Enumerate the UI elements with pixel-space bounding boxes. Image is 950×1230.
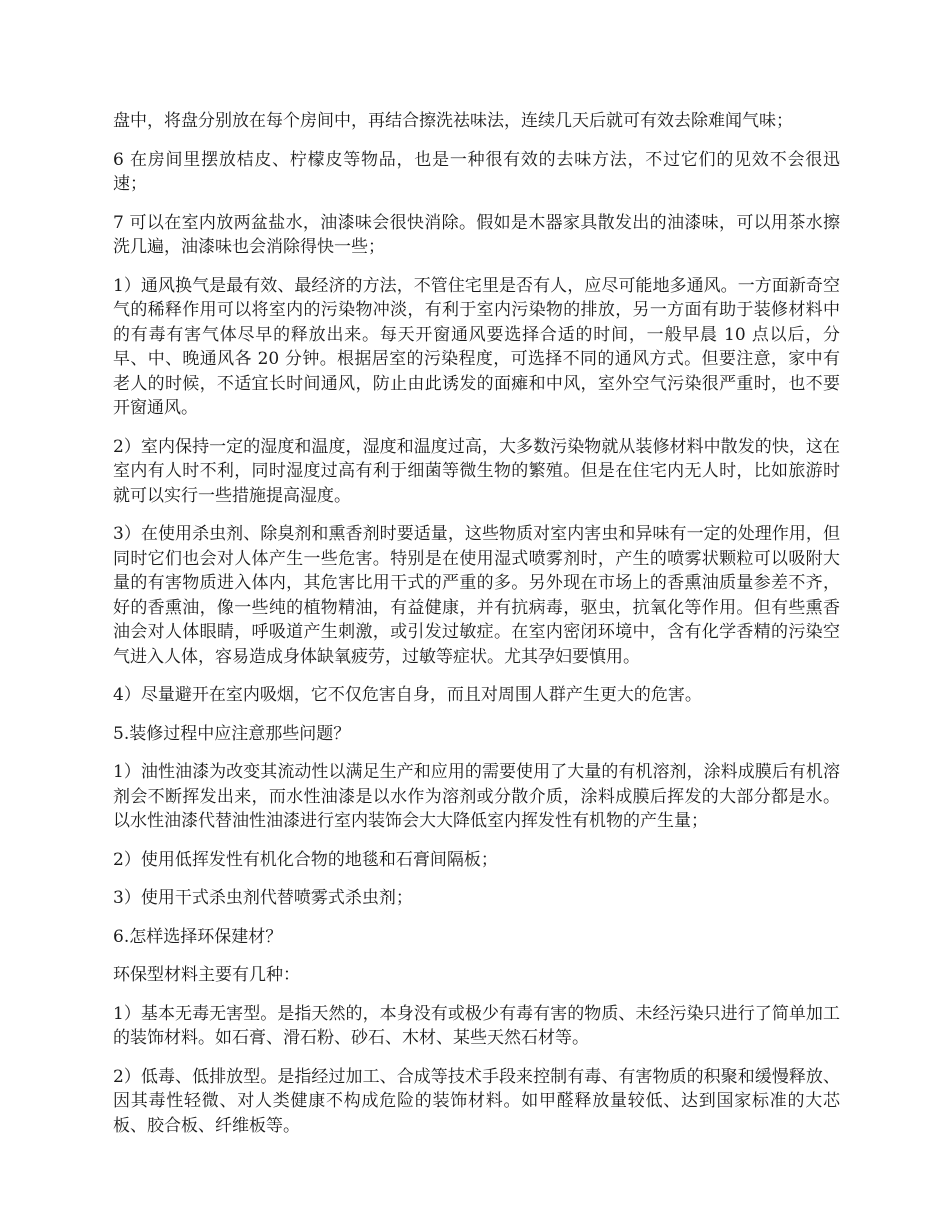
paragraph-insecticide: 3）在使用杀虫剂、除臭剂和熏香剂时要适量，这些物质对室内害虫和异味有一定的处理作用，但同时它们也会对人体产生一些危害。特别是在使用湿式喷雾剂时，产生的喷雾状颗粒可以吸附大量的有害物质进入体内，其危害比用干式的严重的多。另外现在市场上的香熏油质量参差不齐，好的香熏油，像一些纯的植物精油，有益健康，并有抗病毒，驱虫，抗氧化等作用。但有些熏香油会对人体眼睛，呼吸道产生刺激，或引发过敏症。在室内密闭环境中，含有化学香精的污染空气进入人体，容易造成身体缺氧疲劳，过敏等症状。尤其孕妇要慎用。 (113, 524, 840, 667)
paragraph-humidity: 2）室内保持一定的湿度和温度，湿度和温度过高，大多数污染物就从装修材料中散发的快，这在室内有人时不利，同时湿度过高有利于细菌等微生物的繁殖。但是在住宅内无人时，比如旅游时就可以实行一些措施提高湿度。 (113, 436, 840, 506)
paragraph-ventilation: 1）通风换气是最有效、最经济的方法，不管住宅里是否有人，应尽可能地多通风。一方面新奇空气的稀释作用可以将室内的污染物冲淡，有利于室内污染物的排放，另一方面有助于装修材料中的有毒有害气体尽早的释放出来。每天开窗通风要选择合适的时间，一般早晨 10 点以后，分早、中、晚通风各 20 分钟。根据居室的污染程度，可选择不同的通风方式。但要注意，家中有老人的时候，不适宜长时间通风，防止由此诱发的面瘫和中风，室外空气污染很严重时，也不要开窗通风。 (113, 275, 840, 418)
paragraph-salt-water: 7 可以在室内放两盆盐水，油漆味会很快消除。假如是木器家具散发出的油漆味，可以用茶水擦洗几遍，油漆味也会消除得快一些； (113, 212, 840, 257)
section-heading-renovation: 5.装修过程中应注意那些问题？ (113, 723, 351, 744)
paragraph-non-toxic: 1）基本无毒无害型。是指天然的，本身没有或极少有毒有害的物质、未经污染只进行了简单加工的装饰材料。如石膏、滑石粉、砂石、木材、某些天然石材等。 (113, 1003, 840, 1048)
document-page (113, 109, 840, 1152)
paragraph-low-voc-carpet: 2）使用低挥发性有机化合物的地毯和石膏间隔板； (113, 849, 498, 870)
paragraph-low-emission: 2）低毒、低排放型。是指经过加工、合成等技术手段来控制有毒、有害物质的积聚和缓慢释放、因其毒性轻微、对人类健康不构成危险的装饰材料。如甲醛释放量较低、达到国家标准的大芯板、胶合板、纤维板等。 (113, 1066, 840, 1136)
paragraph-citrus-peel: 6 在房间里摆放桔皮、柠檬皮等物品，也是一种很有效的去味方法，不过它们的见效不会很迅速； (113, 149, 840, 194)
paragraph-smoking: 4）尽量避开在室内吸烟，它不仅危害自身，而且对周围人群产生更大的危害。 (113, 685, 702, 705)
paragraph-deodorize-plates: 盘中，将盘分别放在每个房间中，再结合擦洗祛味法，连续几天后就可有效去除难闻气味； (113, 111, 793, 131)
paragraph-dry-insecticide: 3）使用干式杀虫剂代替喷雾式杀虫剂； (113, 888, 413, 908)
section-heading-eco-materials: 6.怎样选择环保建材？ (113, 926, 283, 947)
paragraph-water-paint: 1）油性油漆为改变其流动性以满足生产和应用的需要使用了大量的有机溶剂，涂料成膜后有机溶剂会不断挥发出来，而水性油漆是以水作为溶剂或分散介质，涂料成膜后挥发的大部分都是水。以水性油漆代替油性油漆进行室内装饰会大大降低室内挥发性有机物的产生量； (113, 762, 840, 831)
paragraph-material-types: 环保型材料主要有几种： (113, 965, 300, 985)
